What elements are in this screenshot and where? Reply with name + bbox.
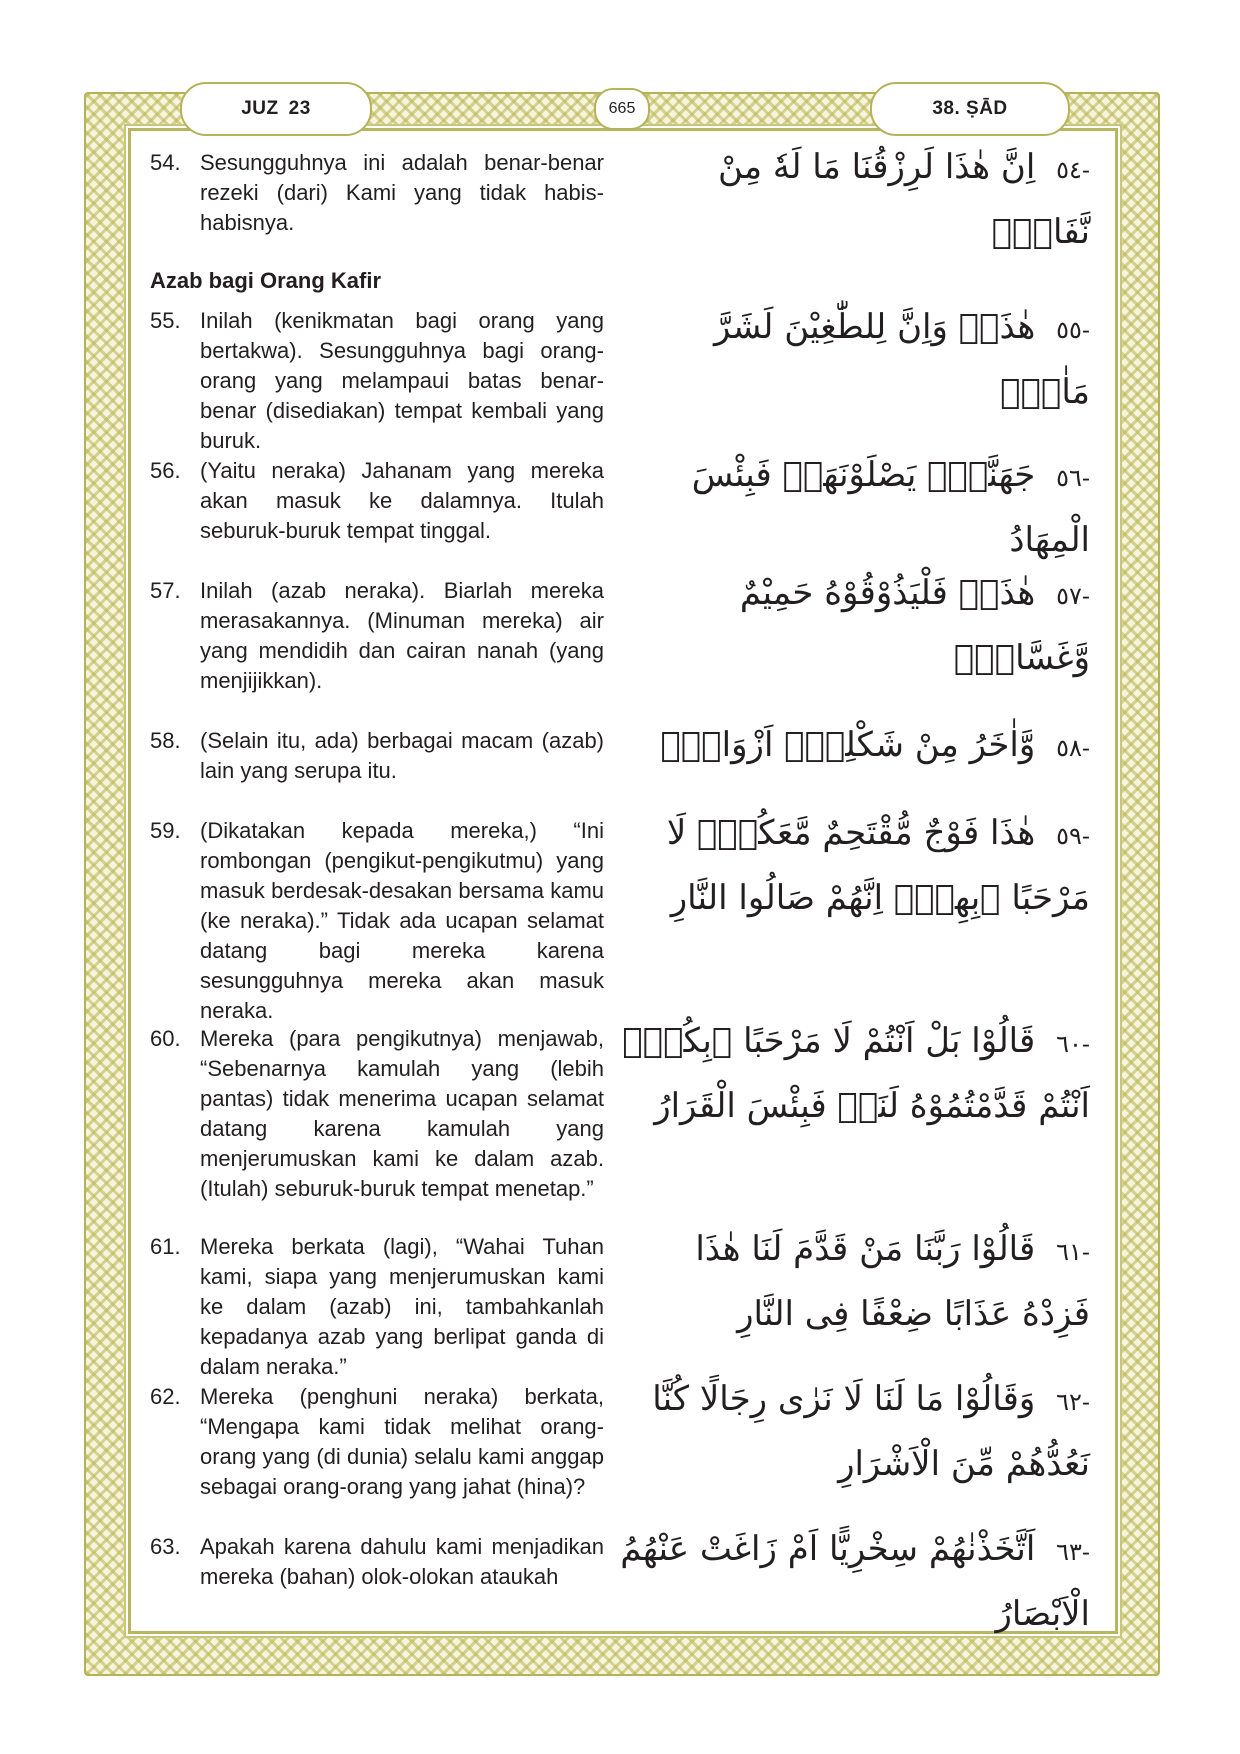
arabic-verse-number: -٥٦ — [1056, 464, 1090, 492]
arabic-verse-number: -٦٢ — [1056, 1388, 1090, 1416]
arabic-verse — [620, 296, 1090, 423]
arabic-verse-number: -٥٤ — [1056, 156, 1090, 184]
arabic-verse-number: -٦٠ — [1056, 1030, 1090, 1058]
arabic-verse-number: -٥٥ — [1056, 316, 1090, 344]
verse-translation — [150, 1232, 604, 1382]
arabic-text: قَالُوْا بَلْ اَنْتُمْ لَا مَرْحَبًا ۢبِكُمْۗ اَنْتُمْ قَدَّمْتُمُوْهُ لَنَاۚ فَبِئْسَ الْقَرَارُ — [622, 1021, 1090, 1126]
verse-text: (Selain itu, ada) berbagai macam (azab) lain yang serupa itu. — [200, 728, 604, 783]
verse-text: Inilah (kenikmatan bagi orang yang bertakwa). Sesungguhnya bagi orang-orang yang melampaui batas benar-benar (disediakan) tempat kembali yang buruk. — [200, 308, 604, 453]
arabic-text: هٰذَاۙ فَلْيَذُوْقُوْهُ حَمِيْمٌ وَّغَسَّاقٌۙ — [739, 573, 1090, 678]
arabic-verse — [620, 802, 1090, 929]
arabic-text: اَتَّخَذْنٰهُمْ سِخْرِيًّا اَمْ زَاغَتْ عَنْهُمُ الْاَبْصَارُ — [620, 1529, 1090, 1634]
section-heading: Azab bagi Orang Kafir — [150, 268, 382, 293]
arabic-verse — [620, 562, 1090, 689]
verse-translation — [150, 816, 604, 1026]
arabic-text: اِنَّ هٰذَا لَرِزْقُنَا مَا لَهٗ مِنْ نَّفَادٍۚ — [717, 147, 1090, 252]
verse-text: Inilah (azab neraka). Biarlah mereka merasakannya. (Minuman mereka) air yang mendidih dan cairan nanah (yang menjijikkan). — [200, 578, 604, 693]
verse-text: (Dikatakan kepada mereka,) “Ini rombongan (pengikut-pengikutmu) yang masuk berdesak-desakan bersama kamu (ke neraka).” Tidak ada ucapan selamat datang bagi mereka karena sesungguhnya mereka akan masuk neraka. — [200, 818, 604, 1023]
verse-translation — [150, 576, 604, 696]
verse-text: (Yaitu neraka) Jahanam yang mereka akan masuk ke dalamnya. Itulah seburuk-buruk tempat tinggal. — [200, 458, 604, 543]
verse-number: 60. — [150, 1026, 181, 1051]
verse-number: 54. — [150, 150, 181, 175]
arabic-verse — [620, 1218, 1090, 1345]
verse-text: Sesungguhnya ini adalah benar-benar rezeki (dari) Kami yang tidak habis-habisnya. — [200, 150, 604, 235]
arabic-text: وَقَالُوْا مَا لَنَا لَا نَرٰى رِجَالًا كُنَّا نَعُدُّهُمْ مِّنَ الْاَشْرَارِ — [652, 1379, 1090, 1484]
arabic-verse-number: -٥٧ — [1056, 582, 1090, 610]
juz-number: 23 — [288, 98, 311, 119]
verse-text: Mereka (para pengikutnya) menjawab, “Sebenarnya kamulah yang (lebih pantas) tidak menerima ucapan selamat datang karena kamulah yang menjerumuskan kami ke dalam azab. (Itulah) seburuk-buruk tempat menetap.” — [200, 1026, 604, 1201]
verse-translation — [150, 1024, 604, 1204]
verse-number: 57. — [150, 578, 181, 603]
arabic-text: هٰذَا فَوْجٌ مُّقْتَحِمٌ مَّعَكُمْۚ لَا مَرْحَبًا ۢبِهِمْۗ اِنَّهُمْ صَالُوا النَّارِ — [666, 813, 1090, 918]
page-number: 665 — [594, 88, 650, 130]
arabic-verse — [620, 136, 1090, 263]
verse-number: 63. — [150, 1534, 181, 1559]
arabic-text: جَهَنَّمَۚ يَصْلَوْنَهَاۚ فَبِئْسَ الْمِهَادُ — [691, 455, 1090, 560]
verse-number: 62. — [150, 1384, 181, 1409]
verse-translation — [150, 1532, 604, 1592]
surah-label: 38. ṢĀD — [870, 82, 1070, 136]
verse-text: Apakah karena dahulu kami menjadikan mereka (bahan) olok-olokan ataukah — [200, 1534, 604, 1589]
verse-number: 56. — [150, 458, 181, 483]
verse-translation — [150, 456, 604, 546]
arabic-verse-number: -٦٣ — [1056, 1538, 1090, 1566]
arabic-verse — [620, 714, 1090, 779]
arabic-text: قَالُوْا رَبَّنَا مَنْ قَدَّمَ لَنَا هٰذَا فَزِدْهُ عَذَابًا ضِعْفًا فِى النَّارِ — [695, 1229, 1090, 1334]
juz-word: JUZ — [241, 98, 279, 119]
arabic-verse-number: -٥٩ — [1056, 822, 1090, 850]
arabic-verse-number: -٥٨ — [1056, 734, 1090, 762]
verse-number: 58. — [150, 728, 181, 753]
juz-label — [180, 82, 372, 136]
verse-text: Mereka (penghuni neraka) berkata, “Mengapa kami tidak melihat orang-orang yang (di dunia) selalu kami anggap sebagai orang-orang yang jahat (hina)? — [200, 1384, 604, 1499]
arabic-verse — [620, 1518, 1090, 1645]
verse-number: 59. — [150, 818, 181, 843]
verse-number: 55. — [150, 308, 181, 333]
arabic-verse — [620, 1010, 1090, 1137]
verse-translation — [150, 148, 604, 238]
verse-translation — [150, 306, 604, 456]
verse-translation — [150, 1382, 604, 1502]
arabic-text: وَّاٰخَرُ مِنْ شَكْلِهٖٓ اَزْوَاجٌۗ — [660, 725, 1036, 765]
arabic-text: هٰذَاۗ وَاِنَّ لِلطّٰغِيْنَ لَشَرَّ مَاٰبٍۙ — [713, 307, 1090, 412]
verse-translation — [150, 726, 604, 786]
arabic-verse — [620, 444, 1090, 571]
arabic-verse-number: -٦١ — [1056, 1238, 1090, 1266]
arabic-verse — [620, 1368, 1090, 1495]
verse-text: Mereka berkata (lagi), “Wahai Tuhan kami, siapa yang menjerumuskan kami ke dalam (azab) ini, tambahkanlah kepadanya azab yang berlipat ganda di dalam neraka.” — [200, 1234, 604, 1379]
verse-number: 61. — [150, 1234, 181, 1259]
